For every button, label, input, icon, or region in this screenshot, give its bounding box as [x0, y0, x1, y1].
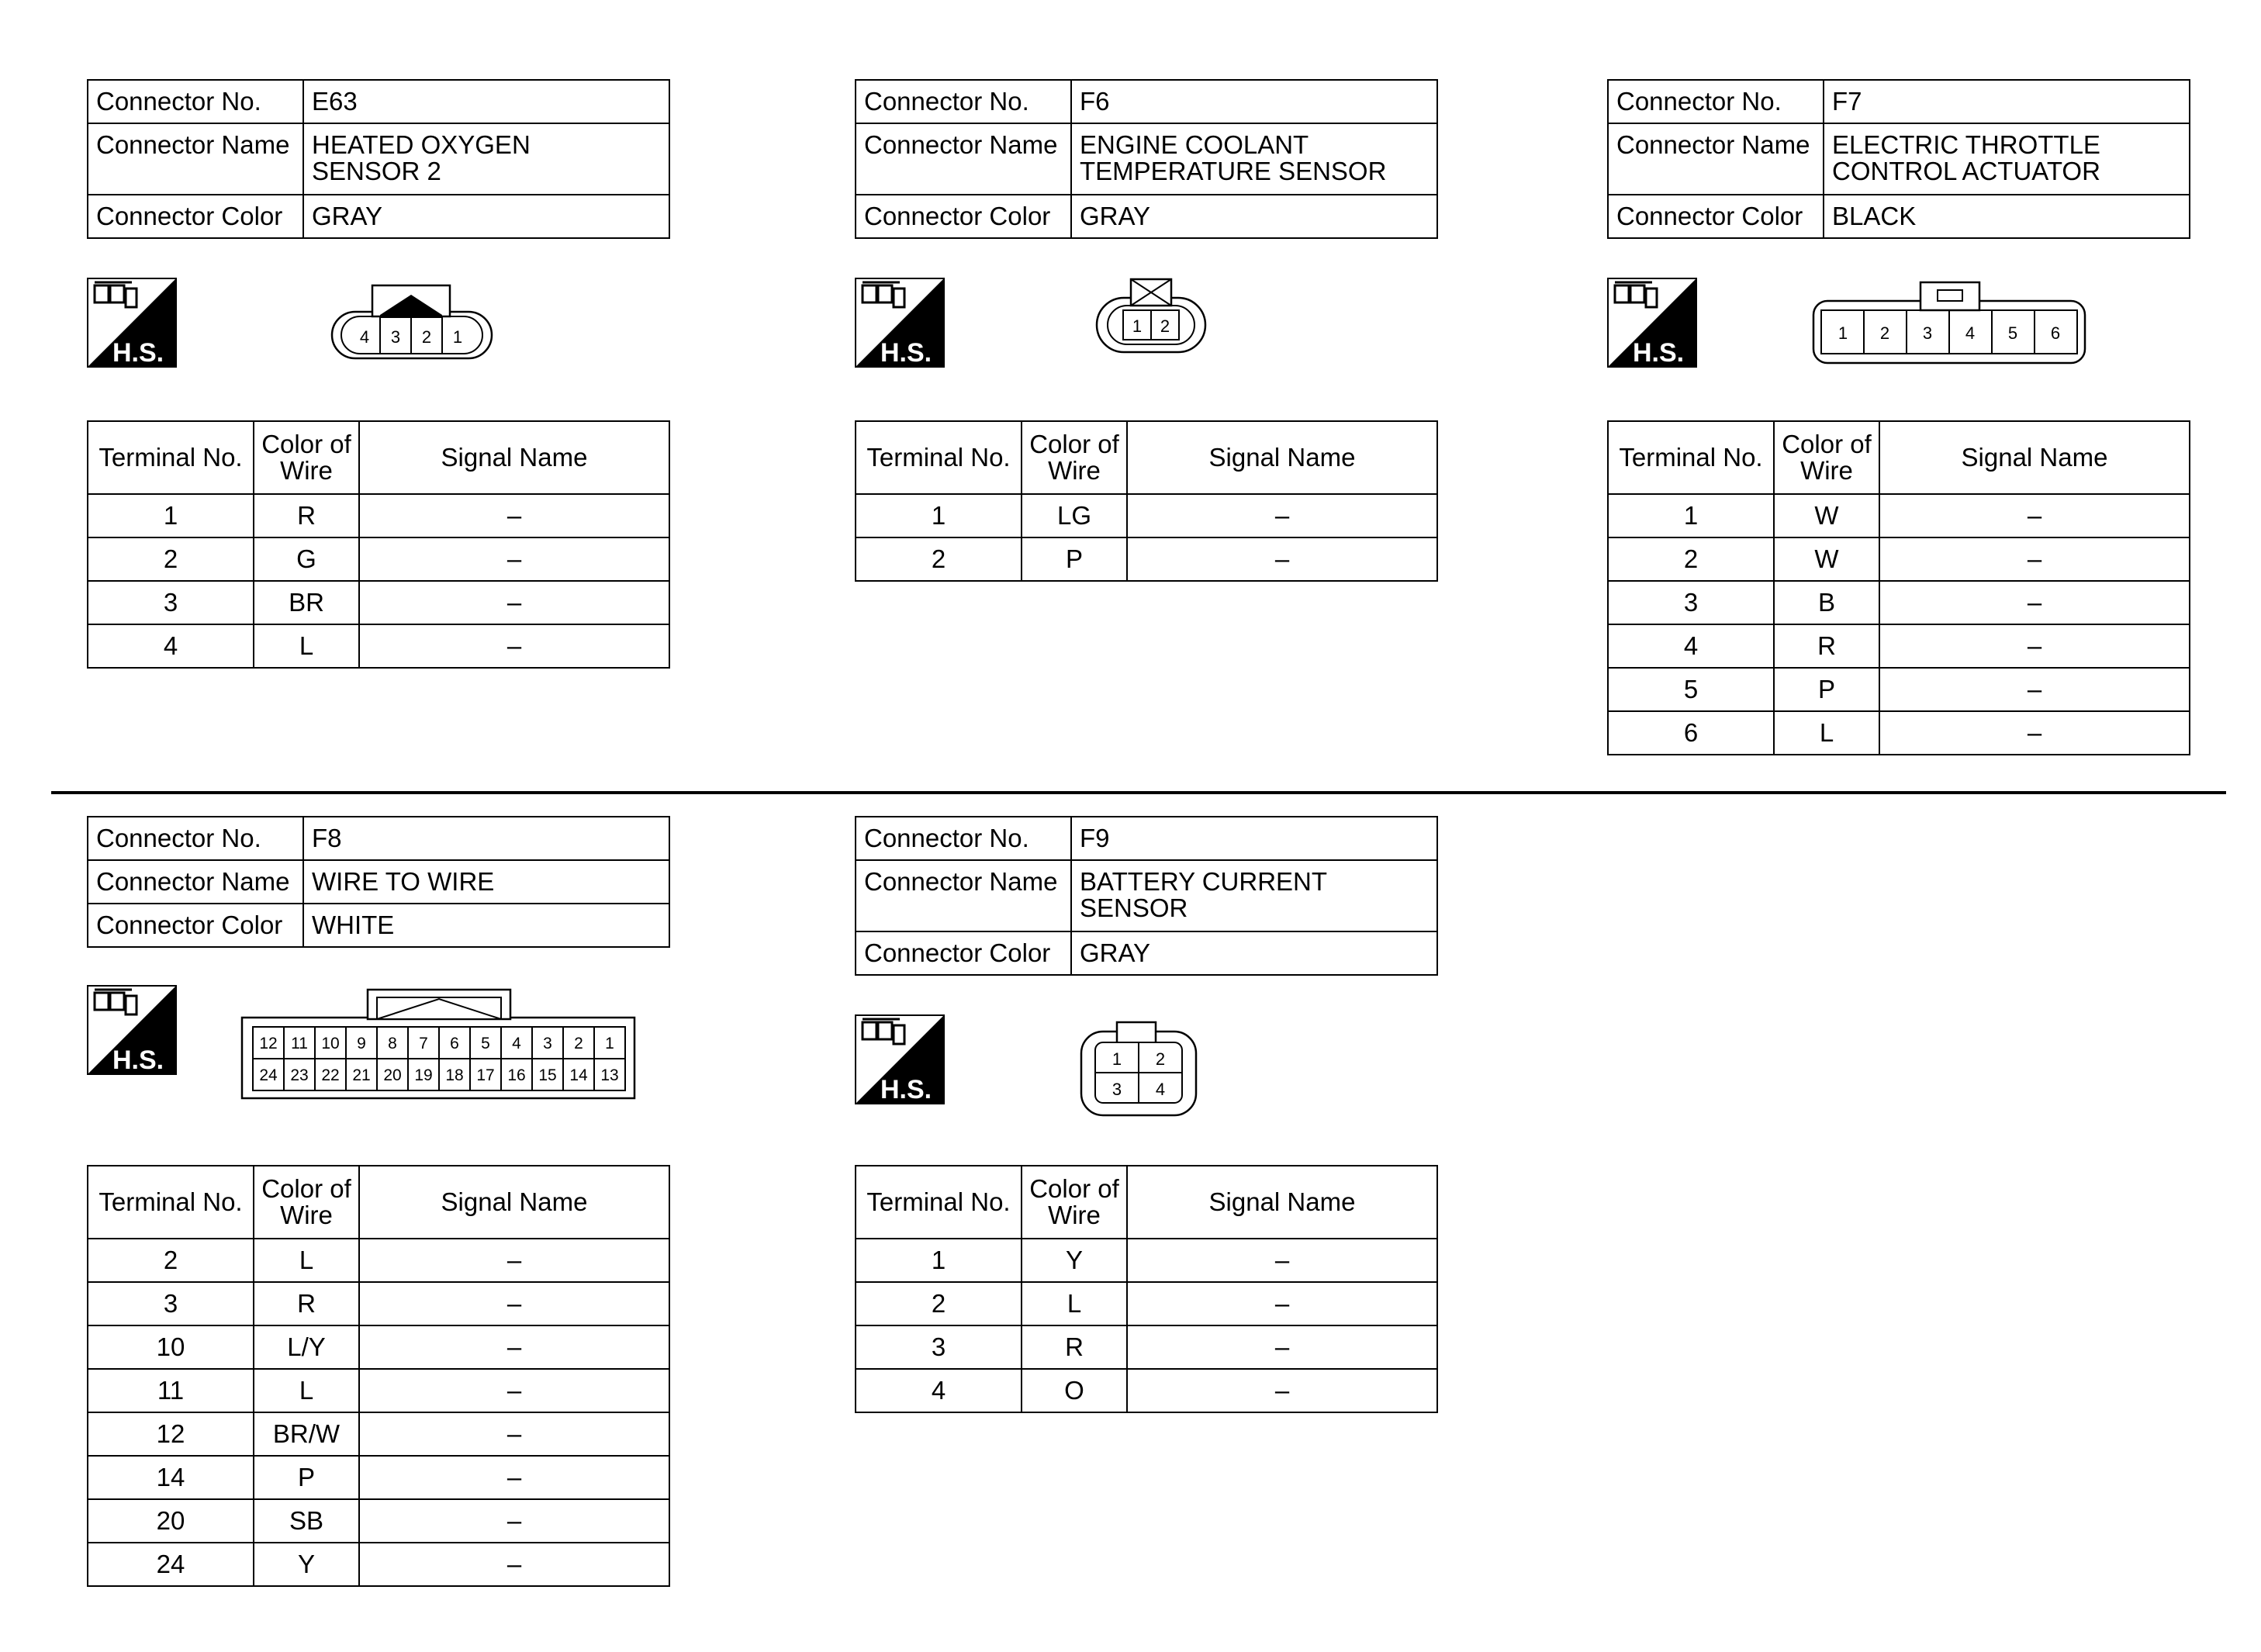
- wire-color-header: Color of Wire: [1022, 421, 1127, 494]
- table-row: [856, 1325, 1437, 1369]
- pin-label: 6: [2050, 323, 2061, 343]
- signal-name: –: [359, 1282, 669, 1325]
- pin-label: 3: [1111, 1080, 1122, 1099]
- connector-color-value: GRAY: [1071, 195, 1437, 238]
- connector-name-value: [303, 123, 669, 195]
- pin-label: 10: [321, 1035, 340, 1052]
- pin-label: 4: [359, 327, 370, 347]
- table-row: [1608, 668, 2190, 711]
- table-row: [88, 494, 669, 537]
- pin-label: 3: [390, 327, 401, 347]
- wire-color: R: [254, 1282, 359, 1325]
- table-row: [856, 1239, 1437, 1282]
- terminal-no: 1: [88, 494, 254, 537]
- pin-label: 14: [569, 1066, 588, 1084]
- wire-color: Y: [1022, 1239, 1127, 1282]
- signal-name: –: [1127, 1325, 1437, 1369]
- pin-label: 9: [357, 1035, 366, 1052]
- terminal-no-header: Terminal No.: [856, 1166, 1022, 1239]
- pin-label: 1: [1132, 316, 1143, 336]
- terminal-no: 3: [88, 581, 254, 624]
- pin-label: 17: [476, 1066, 495, 1084]
- table-row: [1608, 494, 2190, 537]
- connector-name-label: Connector Name: [1608, 123, 1824, 195]
- terminal-no-header: Terminal No.: [88, 421, 254, 494]
- wire-color: L: [254, 1239, 359, 1282]
- terminal-table-e63: [87, 420, 670, 669]
- terminal-no: 2: [856, 537, 1022, 581]
- pin-label: 13: [600, 1066, 619, 1084]
- terminal-table: [87, 420, 670, 669]
- connector-name-line-1: BATTERY CURRENT: [1080, 867, 1328, 896]
- wire-color: SB: [254, 1499, 359, 1543]
- connector-face-e63: [330, 281, 495, 363]
- pin-label: 23: [290, 1066, 309, 1084]
- terminal-no: 12: [88, 1412, 254, 1456]
- harness-side-icon: [1607, 278, 1697, 368]
- connector-face-f7: [1812, 279, 2088, 366]
- signal-name: –: [1127, 537, 1437, 581]
- wire-color: R: [254, 494, 359, 537]
- pin-label: 3: [1922, 323, 1933, 343]
- pin-label: 2: [1160, 316, 1170, 336]
- connector-name-line-1: ELECTRIC THROTTLE: [1832, 130, 2100, 159]
- connector-no-label: Connector No.: [856, 80, 1071, 123]
- signal-name: –: [359, 1239, 669, 1282]
- terminal-no: 4: [88, 624, 254, 668]
- terminal-no-header: Terminal No.: [88, 1166, 254, 1239]
- terminal-no-header: Terminal No.: [1608, 421, 1774, 494]
- terminal-no: 4: [1608, 624, 1774, 668]
- connector-panel-f9: [855, 816, 1438, 976]
- table-row: [88, 1412, 669, 1456]
- hs-label: H.S.: [880, 338, 932, 368]
- connector-no-label: Connector No.: [856, 817, 1071, 860]
- table-row: [1608, 624, 2190, 668]
- pin-label: 11: [291, 1035, 308, 1052]
- signal-name-header: Signal Name: [1127, 421, 1437, 494]
- table-row: [856, 1369, 1437, 1412]
- connector-name-value: [1071, 860, 1437, 931]
- signal-name-header: Signal Name: [359, 1166, 669, 1239]
- table-row: [88, 1239, 669, 1282]
- terminal-no: 2: [1608, 537, 1774, 581]
- connector-name-label: Connector Name: [88, 860, 303, 904]
- harness-side-icon: [855, 1014, 945, 1104]
- connector-info-table: [87, 79, 670, 239]
- hs-label: H.S.: [880, 1075, 932, 1104]
- connector-color-value: WHITE: [303, 904, 669, 947]
- pin-label: 1: [1111, 1049, 1122, 1069]
- signal-name: –: [359, 1499, 669, 1543]
- terminal-no: 2: [88, 537, 254, 581]
- wire-color: LG: [1022, 494, 1127, 537]
- terminal-table-f7: [1607, 420, 2190, 755]
- wire-color: L/Y: [254, 1325, 359, 1369]
- pin-label: 7: [419, 1035, 428, 1052]
- connector-panel-f7: [1607, 79, 2190, 239]
- pin-label: 1: [452, 327, 463, 347]
- table-row: [88, 1369, 669, 1412]
- table-row: [856, 494, 1437, 537]
- terminal-no: 24: [88, 1543, 254, 1586]
- connector-info-table: [1607, 79, 2190, 239]
- pin-label: 16: [507, 1066, 526, 1084]
- pin-label: 15: [538, 1066, 557, 1084]
- connector-no-value: F6: [1071, 80, 1437, 123]
- terminal-table: [87, 1165, 670, 1587]
- connector-color-value: BLACK: [1824, 195, 2190, 238]
- wire-color-header: Color of Wire: [254, 1166, 359, 1239]
- harness-side-icon: [87, 985, 177, 1075]
- table-row: [1608, 711, 2190, 755]
- terminal-table-f6: [855, 420, 1438, 582]
- terminal-table: [855, 420, 1438, 582]
- wire-color: BR/W: [254, 1412, 359, 1456]
- connector-panel-f6: [855, 79, 1438, 239]
- connector-name-label: Connector Name: [856, 123, 1071, 195]
- pin-label: 21: [352, 1066, 371, 1084]
- signal-name: –: [359, 581, 669, 624]
- signal-name: –: [359, 537, 669, 581]
- pin-label: 2: [1155, 1049, 1166, 1069]
- connector-name-line-2: SENSOR: [1080, 893, 1188, 922]
- pin-label: 6: [450, 1035, 459, 1052]
- terminal-table: [855, 1165, 1438, 1413]
- hs-label: H.S.: [112, 1045, 164, 1075]
- connector-face-f6: [1095, 276, 1208, 355]
- connector-color-label: Connector Color: [1608, 195, 1824, 238]
- wire-color: P: [254, 1456, 359, 1499]
- connector-color-label: Connector Color: [856, 195, 1071, 238]
- pin-label: 1: [1837, 323, 1848, 343]
- wire-color: W: [1774, 494, 1879, 537]
- signal-name: –: [1879, 537, 2190, 581]
- signal-name: –: [1127, 1369, 1437, 1412]
- terminal-no: 1: [1608, 494, 1774, 537]
- wire-color-header: Color of Wire: [1774, 421, 1879, 494]
- connector-face-f9: [1078, 1021, 1202, 1118]
- signal-name: –: [359, 1325, 669, 1369]
- hs-label: H.S.: [1632, 338, 1685, 368]
- connector-name-line-2: TEMPERATURE SENSOR: [1080, 157, 1387, 185]
- connector-info-table: [855, 816, 1438, 976]
- terminal-no: 4: [856, 1369, 1022, 1412]
- terminal-no: 11: [88, 1369, 254, 1412]
- connector-no-value: F7: [1824, 80, 2190, 123]
- wire-color-header: Color of Wire: [1022, 1166, 1127, 1239]
- signal-name: –: [359, 1543, 669, 1586]
- pin-label: 18: [445, 1066, 464, 1084]
- wire-color: L: [1022, 1282, 1127, 1325]
- connector-color-label: Connector Color: [88, 195, 303, 238]
- connector-color-value: GRAY: [1071, 931, 1437, 975]
- signal-name: –: [1879, 624, 2190, 668]
- pin-label: 4: [1155, 1080, 1166, 1099]
- wire-color: O: [1022, 1369, 1127, 1412]
- wire-color: Y: [254, 1543, 359, 1586]
- wire-color: BR: [254, 581, 359, 624]
- terminal-table-f8: [87, 1165, 670, 1587]
- terminal-no: 2: [88, 1239, 254, 1282]
- signal-name: –: [359, 1369, 669, 1412]
- terminal-no: 1: [856, 1239, 1022, 1282]
- terminal-table-f9: [855, 1165, 1438, 1413]
- connector-no-label: Connector No.: [1608, 80, 1824, 123]
- connector-name-line-1: HEATED OXYGEN: [312, 130, 531, 159]
- connector-info-table: [87, 816, 670, 948]
- table-row: [88, 1543, 669, 1586]
- pin-label: 12: [259, 1035, 278, 1052]
- pin-label: 24: [259, 1066, 278, 1084]
- connector-face-f8: [240, 987, 638, 1101]
- wire-color: R: [1022, 1325, 1127, 1369]
- wire-color-header: Color of Wire: [254, 421, 359, 494]
- signal-name: –: [1127, 494, 1437, 537]
- signal-name: –: [359, 494, 669, 537]
- signal-name: –: [359, 1456, 669, 1499]
- pin-label: 4: [512, 1035, 521, 1052]
- terminal-no: 10: [88, 1325, 254, 1369]
- wire-color: B: [1774, 581, 1879, 624]
- pin-label: 2: [1879, 323, 1890, 343]
- section-divider: [51, 791, 2226, 794]
- connector-color-value: GRAY: [303, 195, 669, 238]
- pin-label: 22: [321, 1066, 340, 1084]
- pin-label: 20: [383, 1066, 402, 1084]
- signal-name-header: Signal Name: [1879, 421, 2190, 494]
- table-row: [88, 1325, 669, 1369]
- connector-panel-f8: [87, 816, 670, 948]
- connector-info-table: [855, 79, 1438, 239]
- table-row: [1608, 581, 2190, 624]
- wire-color: P: [1022, 537, 1127, 581]
- pin-label: 3: [543, 1035, 552, 1052]
- wire-color: L: [254, 1369, 359, 1412]
- pin-label: 8: [388, 1035, 397, 1052]
- table-row: [1608, 537, 2190, 581]
- signal-name-header: Signal Name: [359, 421, 669, 494]
- terminal-table: [1607, 420, 2190, 755]
- terminal-no: 3: [1608, 581, 1774, 624]
- terminal-no: 6: [1608, 711, 1774, 755]
- terminal-no-header: Terminal No.: [856, 421, 1022, 494]
- table-row: [856, 537, 1437, 581]
- wire-color: G: [254, 537, 359, 581]
- wire-color: L: [1774, 711, 1879, 755]
- connector-no-value: E63: [303, 80, 669, 123]
- connector-name-value: WIRE TO WIRE: [303, 860, 669, 904]
- terminal-no: 3: [88, 1282, 254, 1325]
- signal-name: –: [1127, 1282, 1437, 1325]
- terminal-no: 5: [1608, 668, 1774, 711]
- wire-color: R: [1774, 624, 1879, 668]
- pin-label: 19: [414, 1066, 433, 1084]
- pin-label: 2: [574, 1035, 583, 1052]
- terminal-no: 3: [856, 1325, 1022, 1369]
- signal-name: –: [1879, 581, 2190, 624]
- terminal-no: 1: [856, 494, 1022, 537]
- connector-name-line-2: SENSOR 2: [312, 157, 441, 185]
- connector-name-value: [1071, 123, 1437, 195]
- signal-name: –: [359, 624, 669, 668]
- connector-name-line-1: ENGINE COOLANT: [1080, 130, 1309, 159]
- pin-label: 4: [1965, 323, 1976, 343]
- connector-no-value: F9: [1071, 817, 1437, 860]
- table-row: [856, 1282, 1437, 1325]
- signal-name: –: [1127, 1239, 1437, 1282]
- wire-color: W: [1774, 537, 1879, 581]
- signal-name: –: [1879, 668, 2190, 711]
- harness-side-icon: [87, 278, 177, 368]
- connector-no-label: Connector No.: [88, 817, 303, 860]
- signal-name: –: [1879, 711, 2190, 755]
- connector-name-line-2: CONTROL ACTUATOR: [1832, 157, 2100, 185]
- pin-label: 2: [421, 327, 432, 347]
- connector-name-label: Connector Name: [88, 123, 303, 195]
- signal-name: –: [1879, 494, 2190, 537]
- wire-color: P: [1774, 668, 1879, 711]
- terminal-no: 14: [88, 1456, 254, 1499]
- connector-color-label: Connector Color: [856, 931, 1071, 975]
- pin-label: 5: [2007, 323, 2018, 343]
- table-row: [88, 1499, 669, 1543]
- pin-label: 1: [605, 1035, 614, 1052]
- connector-panel-e63: [87, 79, 670, 239]
- wire-color: L: [254, 624, 359, 668]
- connector-no-label: Connector No.: [88, 80, 303, 123]
- table-row: [88, 1282, 669, 1325]
- table-row: [88, 537, 669, 581]
- signal-name-header: Signal Name: [1127, 1166, 1437, 1239]
- table-row: [88, 624, 669, 668]
- terminal-no: 2: [856, 1282, 1022, 1325]
- pin-label: 5: [481, 1035, 490, 1052]
- harness-side-icon: [855, 278, 945, 368]
- connector-no-value: F8: [303, 817, 669, 860]
- connector-name-value: [1824, 123, 2190, 195]
- connector-color-label: Connector Color: [88, 904, 303, 947]
- signal-name: –: [359, 1412, 669, 1456]
- table-row: [88, 1456, 669, 1499]
- hs-label: H.S.: [112, 338, 164, 368]
- terminal-no: 20: [88, 1499, 254, 1543]
- connector-name-label: Connector Name: [856, 860, 1071, 931]
- table-row: [88, 581, 669, 624]
